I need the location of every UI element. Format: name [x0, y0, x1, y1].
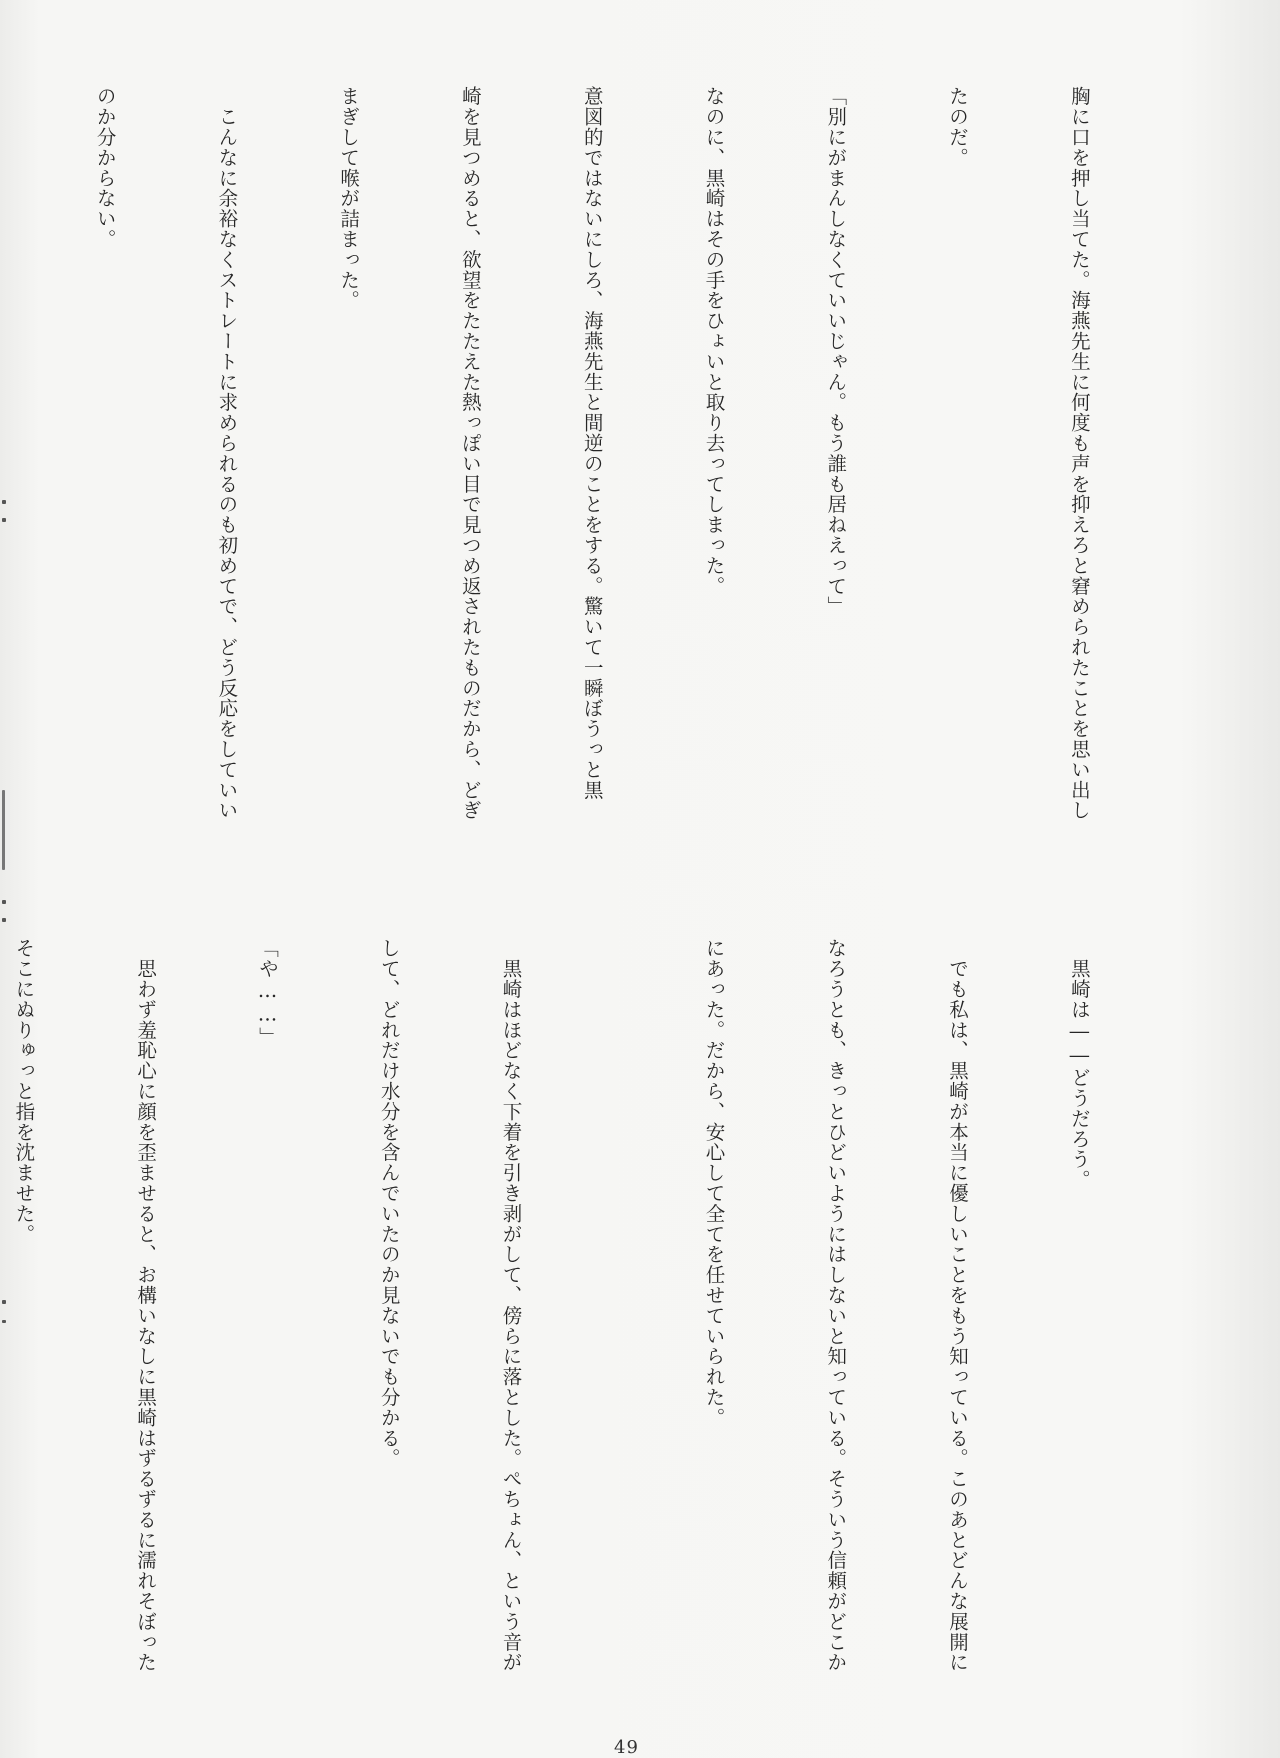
text-line: 「別にがまんしなくていいじゃん。もう誰も居ねえって」 — [824, 86, 848, 617]
text-line: して、どれだけ水分を含んでいたのか見ないでも分かる。 — [377, 938, 401, 1469]
page-number: 49 — [614, 1737, 639, 1758]
text-line — [0, 86, 3, 894]
text-line: 崎を見つめると、欲望をたたえた熱っぽい目で見つめ返されたものだから、どぎ — [458, 86, 482, 821]
text-line: なのに、黒崎はその手をひょいと取り去ってしまった。 — [702, 86, 726, 596]
upper-text-block — [0, 86, 1180, 894]
text-line: のか分からない。 — [93, 86, 117, 250]
text-line: 思わず羞恥心に顔を歪ませると、お構いなしに黒崎はずるずるに濡れそぼった — [134, 938, 158, 1673]
text-line: たのだ。 — [946, 86, 970, 168]
text-line: 意図的ではないにしろ、海燕先生と間逆のことをする。驚いて一瞬ぼうっと黒 — [580, 86, 604, 800]
text-line: なろうとも、きっとひどいようにはしないと知っている。そういう信頼がどこか — [824, 938, 848, 1673]
text-line: 「や……」 — [255, 938, 279, 1047]
text-line: 胸に口を押し当てた。海燕先生に何度も声を抑えろと窘められたことを思い出し — [1067, 86, 1091, 821]
text-line: でも私は、黒崎が本当に優しいことをもう知っている。このあとどんな展開に — [946, 938, 970, 1673]
lower-text-block — [0, 938, 1180, 1718]
text-line: こんなに余裕なくストレートに求められるのも初めてで、どう反応をしていい — [215, 86, 239, 821]
text-line: 黒崎はほどなく下着を引き剥がして、傍らに落とした。ぺちょん、という音が — [499, 938, 523, 1673]
text-line: にあった。だから、安心して全てを任せていられた。 — [702, 938, 726, 1428]
text-line: まぎして喉が詰まった。 — [337, 86, 361, 311]
text-line: そこにぬりゅっと指を沈ませた。 — [12, 938, 36, 1244]
text-line: 黒崎は――どうだろう。 — [1067, 938, 1091, 1190]
